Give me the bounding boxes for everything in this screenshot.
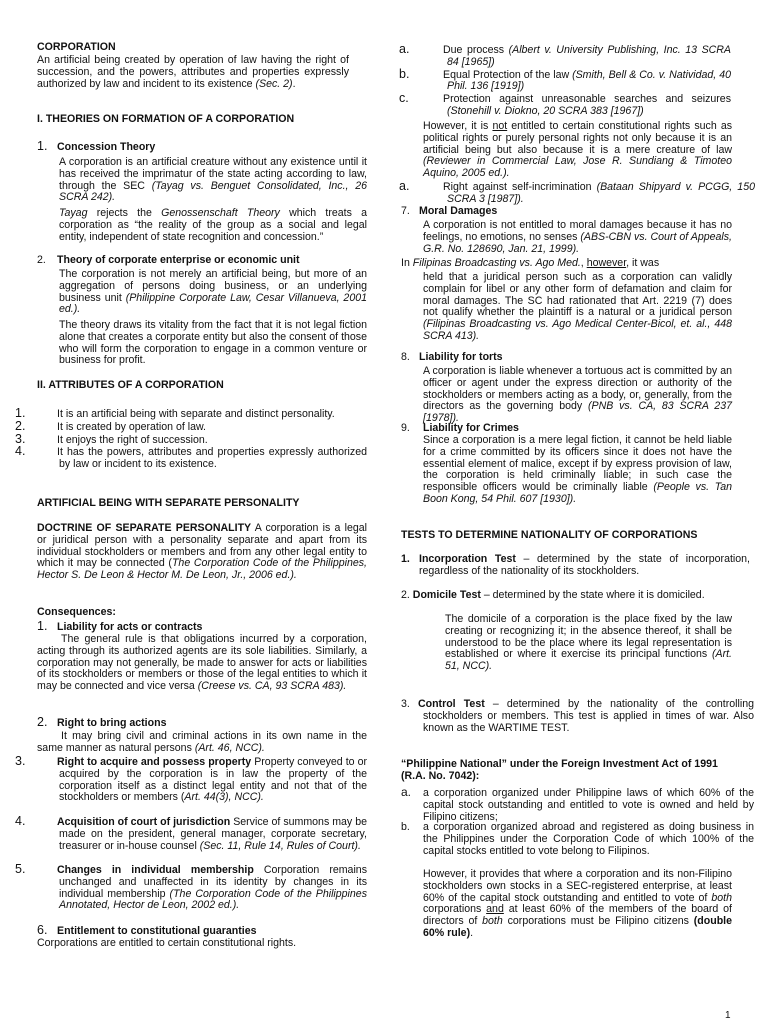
list-item: 2. It is created by operation of law. — [15, 418, 206, 433]
incorporation-test: 1. Incorporation Test – determined by the state of incorporation, regardless of the nationality of its stockholders. — [401, 553, 750, 577]
consequence-2-text: It may bring civil and criminal actions in its own name in the same manner as natural persons (Art. 46, NCC). — [37, 730, 367, 754]
consequence-7-text: A corporation is not entitled to moral damages because it has no feelings, no emotions, no senses (ABS-CBN vs. Court of Appeals, G.R. No. 128690, Jan. 21, 1999). — [423, 219, 732, 255]
page-number: 1 — [725, 1010, 731, 1021]
theory-1-heading: 1. Concession Theory — [37, 139, 156, 153]
list-item: b. Equal Protection of the law (Smith, Bell & Co. v. Natividad, 40 Phil. 136 [1919]) — [399, 66, 731, 93]
consequence-9-text: Since a corporation is a mere legal fiction, it cannot be held liable for a crime committed by its officers since it does not have the essential element of malice, except if by express provision of law, the corporation is held criminally liable; in such case the responsible officers would be criminally liable (People vs. Tan Boon Kong, 54 Phil. 607 [1930]). — [423, 434, 732, 505]
theory-1-text: A corporation is an artificial creature without any existence until it has received the imprimatur of the state acting according to law, through the SEC (Tayag vs. Benguet Consolidated, Inc., 26 SCRA 242). — [59, 156, 367, 204]
consequences-heading: Consequences: — [37, 606, 116, 618]
attributes-list — [15, 406, 367, 471]
philippine-national-b: b. a corporation organized abroad and registered as doing business in the Philippines under the Corporation Code of which 100% of the capital stocks entitled to vote belong to Filipinos. — [401, 821, 754, 857]
consequence-2-heading: 2. Right to bring actions — [37, 715, 167, 729]
corporation-definition: An artificial being created by operation of law having the right of succession, and the powers, attributes and properties expressly authorized by law and incident to its existence (Sec. 2). — [37, 54, 349, 90]
doctrine-paragraph: DOCTRINE OF SEPARATE PERSONALITY A corporation is a legal or juridical person with a personality separate and apart from its individual stockholders or members and from any other legal entity to which it may be connected (The Corporation Code of the Philippines, Hector S. De Leon & Hector M. De Leon, Jr., 2006 ed.). — [37, 522, 367, 582]
theory-2-text: The corporation is not merely an artificial being, but more of an aggregation of persons doing business, or an underlying business unit (Philippine Corporate Law, Cesar Villanueva, 2001 ed.). — [59, 268, 368, 316]
domicile-test: 2. Domicile Test – determined by the state where it is domiciled. — [401, 589, 705, 601]
consequence-8-heading: 8. Liability for torts — [401, 351, 503, 363]
self-incrimination-item: a. Right against self-incrimination (Bataan Shipyard v. PCGG, 150 SCRA 3 [1987]). — [399, 179, 755, 205]
consequence-3: 3. Right to acquire and possess property Property conveyed to or acquired by the corporation is in law the property of the corporation itself as a distinct legal entity and not that of the stockholders or members (Art. 44(3), NCC). — [15, 754, 367, 804]
list-item: 3. It enjoys the right of succession. — [15, 431, 208, 446]
list-item: c. Protection against unreasonable searches and seizures (Stonehill v. Diokno, 20 SCRA 383 [1967]) — [399, 91, 731, 117]
list-item: 4. It has the powers, attributes and properties expressly authorized by law or incident to its existence. — [15, 444, 367, 471]
domicile-definition: The domicile of a corporation is the place fixed by the law creating or recognizing it; in the absence thereof, it shall be understood to be the place where its legal representation is established or where it exercise its principal functions (Art. 51, NCC). — [445, 613, 732, 673]
philippine-national-heading: “Philippine National” under the Foreign Investment Act of 1991 (R.A. No. 7042): — [401, 758, 718, 782]
section-attributes-heading: II. ATTRIBUTES OF A CORPORATION — [37, 379, 224, 391]
consequence-4: 4. Acquisition of court of jurisdiction Service of summons may be made on the president, general manager, corporate secretary, treasurer or in-house counsel (Sec. 11, Rule 14, Rules of Court). — [15, 814, 368, 852]
philippine-national-a: a. a corporation organized under Philippine laws of which 60% of the capital stock outstanding and entitled to vote is owned and held by Filipino citizens; — [401, 785, 754, 823]
corporation-heading: CORPORATION — [37, 41, 116, 53]
theory-1-note: Tayag rejects the Genossenschaft Theory which treats a corporation as “the reality of the group as a social and legal entity, independent of state recognition and concession.” — [59, 207, 367, 243]
consequence-1-text: The general rule is that obligations incurred by a corporation, acting through its authorized agents are its sole liabilities. Similarly, a corporation may not generally, be made to answer for acts or liabilities of its stockholders or members or those of the legal entities to which it may be connected and vice versa (Creese vs. CA, 93 SCRA 483). — [37, 633, 367, 693]
theory-2-heading: 2. Theory of corporate enterprise or economic unit — [37, 254, 300, 266]
consequence-1-heading: 1. Liability for acts or contracts — [37, 619, 203, 633]
consequence-5: 5. Changes in individual membership Corporation remains unchanged and unaffected in its identity by changes in its individual membership (The Corporation Code of the Philippines Annotated, Hector de Leon, 2002 ed.). — [15, 862, 367, 912]
consequence-6-text: Corporations are entitled to certain constitutional rights. — [37, 937, 297, 949]
guaranties-list — [399, 42, 731, 118]
filipinas-intro: In Filipinas Broadcasting vs. Ago Med., however, it was — [401, 257, 660, 269]
list-item: a. Due process (Albert v. University Publishing, Inc. 13 SCRA 84 [1965]) — [399, 42, 731, 68]
theory-2-note: The theory draws its vitality from the fact that it is not legal fiction alone that creates a corporate entity but also the consent of those who will form the corporation to engage in a common venture or business for profit. — [59, 319, 367, 367]
nationality-tests-heading: TESTS TO DETERMINE NATIONALITY OF CORPORATIONS — [401, 529, 698, 541]
section-theories-heading: I. THEORIES ON FORMATION OF A CORPORATION — [37, 113, 295, 125]
artificial-being-heading: ARTIFICIAL BEING WITH SEPARATE PERSONALITY — [37, 497, 300, 509]
list-item: 1. It is an artificial being with separate and distinct personality. — [15, 406, 335, 420]
consequence-6-heading: 6. Entitlement to constitutional guaranties — [37, 923, 257, 937]
double-60-rule-paragraph: However, it provides that where a corporation and its non-Filipino stockholders own stocks in a SEC-registered enterprise, at least 60% of the capital stock outstanding and entitled to vote of both corporations and at least 60% of the members of the board of directors of both corporations must be Filipino citizens (double 60% rule). — [423, 868, 732, 939]
however-paragraph: However, it is not entitled to certain constitutional rights such as political rights or purely personal rights not only because it is an artificial being but also because it is a mere creature of law (Reviewer in Commercial Law, Jose R. Sundiang & Timoteo Aquino, 2005 ed.). — [423, 120, 733, 180]
consequence-9-heading: 9. Liability for Crimes — [401, 422, 519, 434]
consequence-8-text: A corporation is liable whenever a tortuous act is committed by an officer or agent under the express direction or authority of the stockholders or members acting as a body, or, generally, from the directors as the governing body (PNB vs. CA, 83 SCRA 237 [1978]). — [423, 365, 732, 425]
consequence-7-heading: 7. Moral Damages — [401, 205, 498, 217]
filipinas-text: held that a juridical person such as a corporation can validly complain for libel or any other form of defamation and claim for moral damages. The SC had rationated that Art. 2219 (7) does not qualify whether the plaintiff is a natural or a juridical person (Filipinas Broadcasting vs. Ago Medical Center-Bicol, et. al., 448 SCRA 413). — [423, 271, 732, 342]
control-test: 3. Control Test – determined by the nationality of the controlling stockholders or members. This test is applied in times of war. Also known as the WARTIME TEST. — [401, 698, 754, 734]
